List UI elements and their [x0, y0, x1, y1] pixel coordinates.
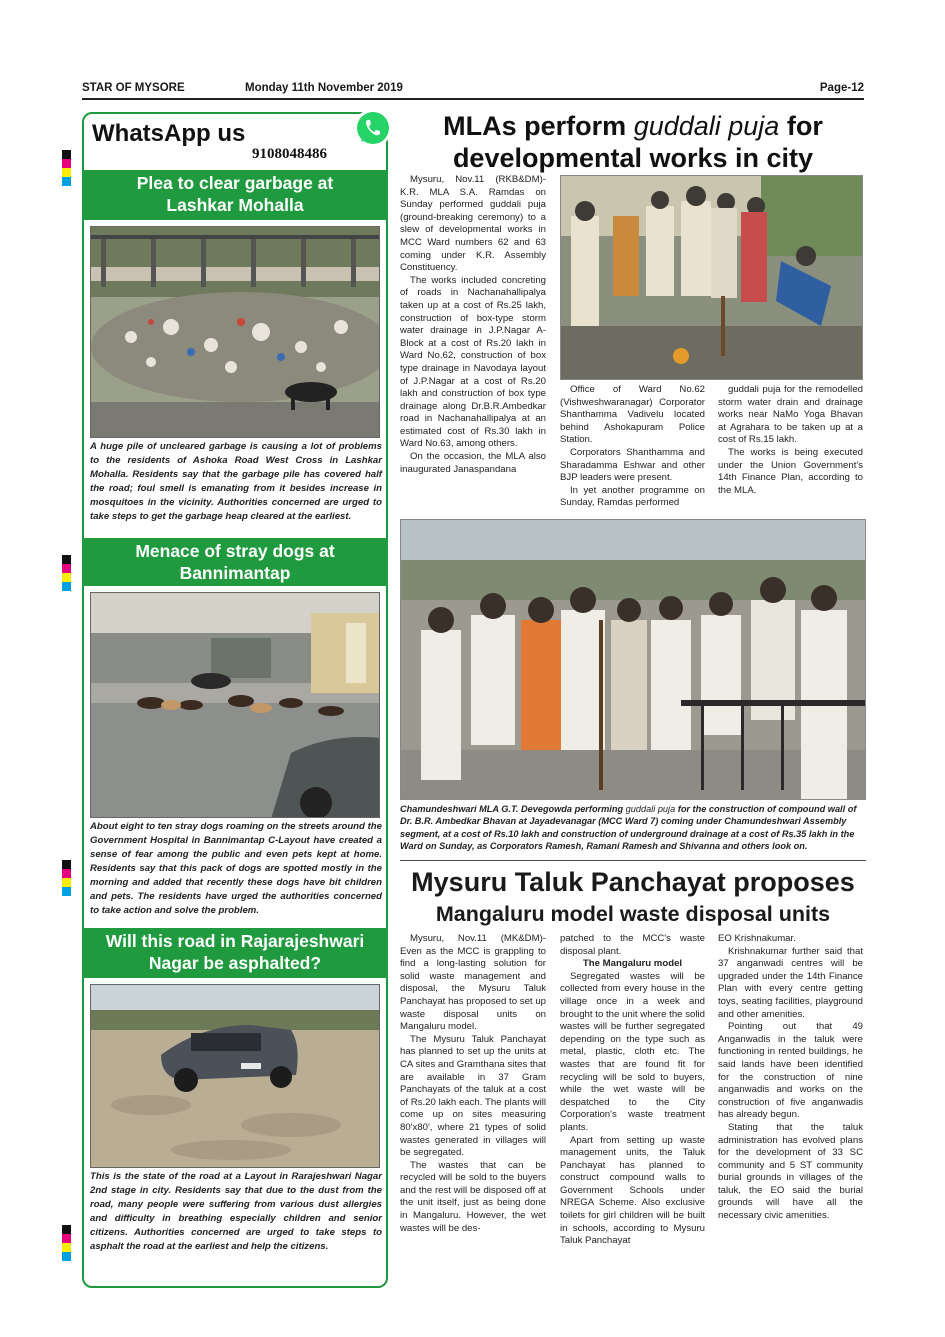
issue-date: Monday 11th November 2019 [245, 82, 403, 94]
stray-dogs-photo [90, 592, 380, 818]
mla-ramdas-photo [560, 175, 863, 380]
registration-marks [62, 150, 71, 186]
whatsapp-number: 9108048486 [252, 146, 327, 162]
section-subhead: The Mangaluru model [582, 958, 683, 970]
registration-marks [62, 860, 71, 896]
garbage-caption: A huge pile of uncleared garbage is causing a lot of problems to the residents of Ashoka Road West Cross in Lashkar Mohalla. Residents say that the garbage pile has covered half the road; foul smell is emanating from it besides increase in mosquitoes in the vicinity. Authorities concerned are urged to take steps to get the garbage heap cleared at the earliest. [90, 441, 382, 522]
paragraph: The works included concreting of roads in Nachanahallipalya taken up at a cost of Rs.25 lakh, construction of box-type storm water drainage in J.P.Nagar A-Block at a cost of Rs.20 lakh in Ward No.62, construction of box type drainage in Navodaya layout of J.P.Nagar at a cost of Rs.20 lakh and construction of box type drainage along Dr.B.R.Ambedkar road in Nachanahallipalya at an estimated cost of Rs.30 lakh in Ward No.63, among others. [400, 274, 546, 450]
road-photo [90, 984, 380, 1168]
stray-dogs-caption: About eight to ten stray dogs roaming on the streets around the Government Hospital in Bannimantap C-Layout have created a sense of fear among the public and even pets kept at home. Residents say that this pack of dogs are spotted mostly in the morning and added that recently these dogs have bit children and pets. The residents have urged the authorities concerned to take action and solve the problem. [90, 821, 382, 916]
paragraph: Pointing out that 49 Anganwadis in the taluk were functioning in rented buildings, he said lands have been identified for the construction of nine anganwadis and works on the construction of five anganwadis has already begun. [718, 1021, 863, 1121]
headline-italic: guddali puja [633, 111, 780, 141]
paragraph: Stating that the taluk administration has evolved plans for the development of 33 SC community and 5 ST community burial grounds in villages of the taluk, the EO said the burial grounds will have all the necessary civic amenities. [718, 1121, 863, 1222]
story1-column-3 [718, 384, 863, 497]
story-divider [400, 860, 866, 861]
whatsapp-sidebar [82, 112, 388, 1288]
caption-text: Chamundeshwari MLA G.T. Devegowda performing [400, 804, 626, 814]
publication-name: STAR OF MYSORE [82, 82, 185, 94]
paragraph: In yet another programme on Sunday, Ramdas performed [560, 484, 705, 509]
story1-column-2 [560, 384, 705, 510]
headline-text: MLAs perform [443, 111, 634, 141]
paragraph: The Mysuru Taluk Panchayat has planned to set up the units at CA sites and Gramthana sites that are available in 37 Gram Panchayats of the taluk at a cost of Rs.20 lakh each. The plants will come up on sites measuring 80'x80', where 21 types of solid wastes generated in villages will be segregated. [400, 1033, 546, 1159]
registration-marks [62, 555, 71, 591]
paragraph: Office of Ward No.62 (Vishweshwaranagar) Corporator Shanthamma Vadivelu located behind Ashokapuram Police Station. [560, 384, 705, 446]
garbage-photo [90, 226, 380, 438]
story2-column-2 [560, 933, 705, 1248]
page-number: Page-12 [819, 82, 864, 94]
paragraph: Corporators Shanthamma and Sharadamma Eshwar and other BJP leaders were present. [560, 446, 705, 484]
paragraph: The wastes that can be recycled will be sold to the buyers and the rest will be disposed off at the unit itself, just as being done in Mangaluru. However, the wet wastes will be des- [400, 1159, 546, 1234]
story2-subheadline: Mangaluru model waste disposal units [435, 902, 831, 926]
paragraph: On the occasion, the MLA also inaugurated Janaspandana [400, 451, 546, 475]
caption-text: for the construction of compound wall of Dr. B.R. Ambedkar Bhavan at Jayadevanagar (MCC Ward 7) coming under Chamundeshwari Assembly segment, at a cost of Rs.10 lakh and construction of underground drainage at a cost of Rs.35 lakh in the Ward on Sunday, as Corporators Ramesh, Ramani Ramesh and Shivanna and others look on. [400, 804, 857, 852]
paragraph: guddali puja for the remodelled storm water drain and drainage works near NaMo Yoga Bhavan at Agrahara to be taken up at a cost of Rs.15 lakh. [718, 384, 863, 446]
paragraph: Mysuru, Nov.11 (MK&DM)- Even as the MCC is grappling to find a long-lasting solution for solid waste management and disposal, the Mysuru Taluk Panchayat has proposed to set up waste disposal units on Mangaluru model. [400, 933, 546, 1033]
paragraph: Apart from setting up waste management units, the Taluk Panchayat has planned to construct compound walls to Government Schools under NREGA Scheme. Also exclusive toilets for girl children will be built in schools, according to Mysuru Taluk Panchayat [560, 1134, 705, 1247]
paragraph: The works is being executed under the Union Government's 14th Finance Plan, according to the MLA. [718, 446, 863, 496]
story-title-line: Menace of stray dogs at [135, 541, 335, 561]
story1-headline [400, 110, 866, 174]
story-title-line: Plea to clear garbage at [136, 173, 334, 193]
whatsapp-icon [353, 108, 393, 148]
story-title-dogs [84, 538, 386, 586]
paragraph: Krishnakumar further said that 37 anganwadi centres will be upgraded under the 14th Finance Plan with every centre getting toys, seating facilities, playground and other amenities. [718, 945, 863, 1020]
story1-column-1 [400, 174, 546, 476]
story-title-line: Lashkar Mohalla [166, 195, 304, 215]
story-title-line: Nagar be asphalted? [148, 953, 322, 973]
story-title-garbage [84, 170, 386, 220]
story-title-line: Will this road in Rajarajeshwari [105, 931, 365, 951]
whatsapp-title: WhatsApp us [92, 120, 246, 147]
headline-text: for [779, 111, 823, 141]
paragraph: patched to the MCC's waste disposal plant. [560, 933, 705, 957]
paragraph: Mysuru, Nov.11 (RKB&DM)- K.R. MLA S.A. Ramdas on Sunday performed guddali puja (ground-breaking ceremony) to a slew of developmental works in MCC Ward numbers 62 and 63 coming under K.R. Assembly Constituency. [400, 174, 546, 274]
registration-marks [62, 1225, 71, 1261]
story-title-road [84, 928, 386, 978]
road-caption: This is the state of the road at a Layout in Rarajeshwari Nagar 2nd stage in city. Residents say that due to the dust from the road, many people were suffering from various dust allergies and difficulty in breathing especially children and senior citizens. Authorities concerned are urged to take steps to asphalt the road at the earliest and help the citizens. [90, 1171, 382, 1252]
headline-line2: developmental works in city [452, 143, 814, 173]
paragraph: Segregated wastes will be collected from every house in the village once in a week and brought to the unit where the solid wastes will be further segregated depending on the type such as metal, plastic, cloth etc. The wastes that are found fit for recycling will be sold to buyers, while the wet waste will be despatched to the City Corporation's waste treatment plants. [560, 970, 705, 1133]
caption-italic: guddali puja [625, 804, 676, 814]
story2-headline: Mysuru Taluk Panchayat proposes [411, 867, 855, 897]
paragraph: EO Krishnakumar. [718, 933, 796, 944]
mla-devegowda-photo [400, 519, 866, 800]
story2-column-1 [400, 933, 546, 1235]
story-title-line: Bannimantap [179, 563, 291, 583]
page-header [82, 82, 864, 100]
story2-column-3 [718, 933, 863, 1223]
devegowda-caption [400, 803, 866, 853]
